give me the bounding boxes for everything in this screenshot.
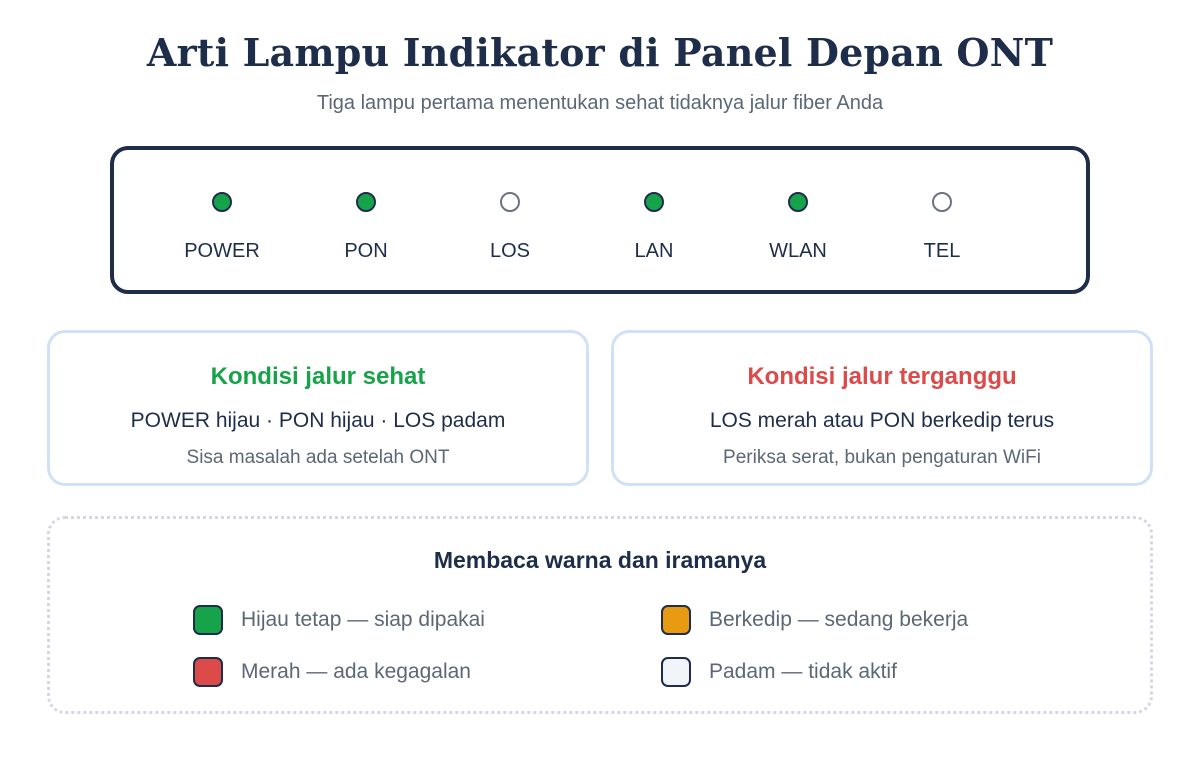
orange-swatch bbox=[661, 605, 691, 635]
legend-item-label: Padam — tidak aktif bbox=[709, 660, 897, 683]
faulty-card-title: Kondisi jalur terganggu bbox=[747, 363, 1017, 390]
ont-front-panel bbox=[110, 146, 1090, 294]
red-swatch bbox=[193, 657, 223, 687]
page-subtitle: Tiga lampu pertama menentukan sehat tidaknya jalur fiber Anda bbox=[316, 92, 884, 114]
off-swatch bbox=[661, 657, 691, 687]
led-power-light bbox=[212, 192, 232, 212]
healthy-condition-card bbox=[47, 330, 589, 486]
healthy-card-line: POWER hijau · PON hijau · LOS padam bbox=[130, 409, 506, 432]
led-tel-label: TEL bbox=[923, 240, 961, 262]
color-legend bbox=[47, 516, 1153, 714]
led-power-label: POWER bbox=[184, 240, 260, 262]
healthy-card-note: Sisa masalah ada setelah ONT bbox=[186, 447, 450, 468]
led-pon-light bbox=[356, 192, 376, 212]
led-lan-label: LAN bbox=[634, 240, 674, 262]
led-tel bbox=[870, 150, 1014, 290]
green-swatch bbox=[193, 605, 223, 635]
led-pon-label: PON bbox=[344, 240, 388, 262]
faulty-condition-card bbox=[611, 330, 1153, 486]
led-los-label: LOS bbox=[489, 240, 531, 262]
led-los bbox=[438, 150, 582, 290]
led-los-light bbox=[500, 192, 520, 212]
faulty-card-line: LOS merah atau PON berkedip terus bbox=[709, 409, 1055, 432]
led-wlan-label: WLAN bbox=[769, 240, 827, 262]
led-wlan-light bbox=[788, 192, 808, 212]
led-pon bbox=[294, 150, 438, 290]
faulty-card-note: Periksa serat, bukan pengaturan WiFi bbox=[723, 447, 1041, 468]
led-lan bbox=[582, 150, 726, 290]
legend-item-label: Merah — ada kegagalan bbox=[241, 660, 471, 683]
led-lan-light bbox=[644, 192, 664, 212]
legend-item-label: Hijau tetap — siap dipakai bbox=[241, 608, 485, 631]
legend-item-label: Berkedip — sedang bekerja bbox=[709, 608, 969, 631]
led-tel-light bbox=[932, 192, 952, 212]
led-power bbox=[150, 150, 294, 290]
led-wlan bbox=[726, 150, 870, 290]
legend-title: Membaca warna dan iramanya bbox=[433, 547, 767, 573]
healthy-card-title: Kondisi jalur sehat bbox=[210, 363, 426, 390]
page-title: Arti Lampu Indikator di Panel Depan ONT bbox=[146, 30, 1054, 75]
